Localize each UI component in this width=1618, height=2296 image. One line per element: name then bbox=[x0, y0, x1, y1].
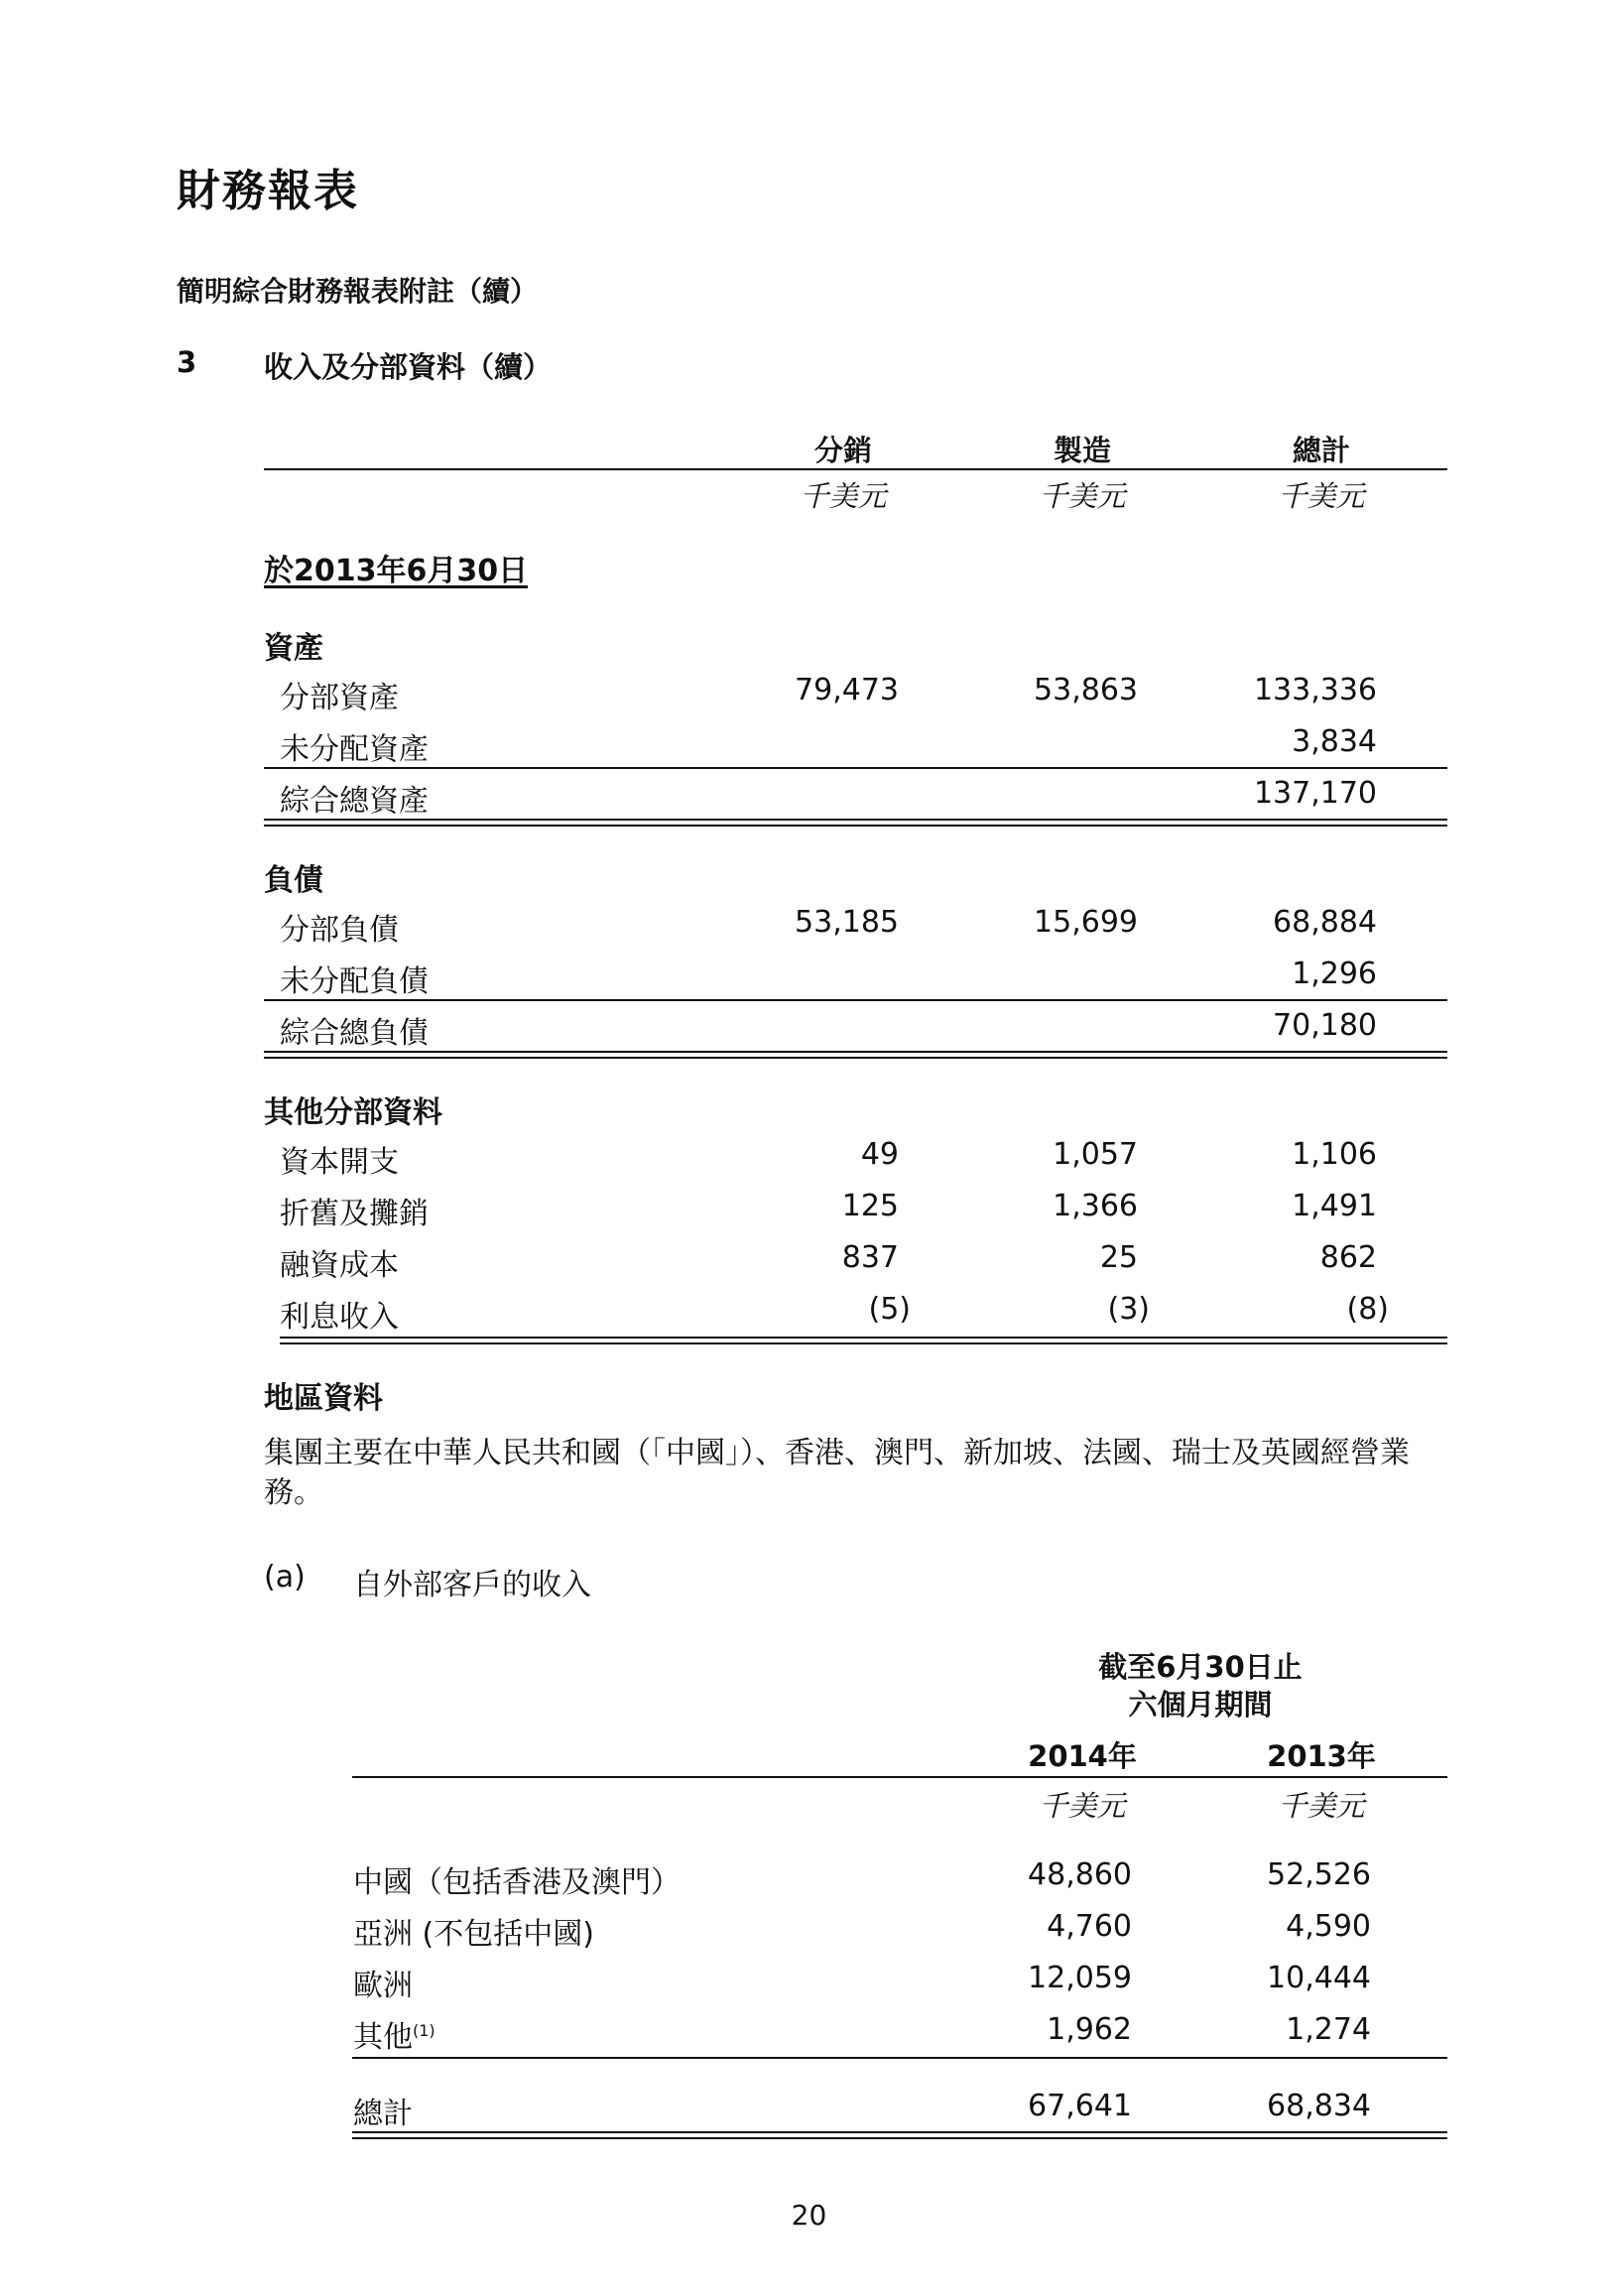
page-title: 財務報表 bbox=[177, 166, 359, 216]
double-rule bbox=[352, 2131, 1447, 2139]
header-rule bbox=[264, 468, 1447, 470]
cell-value: 133,336 bbox=[1253, 673, 1377, 707]
row-label: 利息收入 bbox=[280, 1300, 399, 1335]
cell-value: 4,590 bbox=[1286, 1909, 1371, 1944]
cell-value: (5) bbox=[868, 1292, 911, 1327]
total-value: 70,180 bbox=[1273, 1008, 1377, 1043]
unit-label: 千美元 bbox=[800, 479, 887, 513]
double-rule bbox=[264, 1051, 1447, 1059]
section-number: 3 bbox=[177, 345, 197, 379]
period-heading-2: 六個月期間 bbox=[1128, 1688, 1273, 1722]
cell-value: 125 bbox=[841, 1189, 899, 1223]
row-label-others bbox=[353, 2012, 436, 2056]
row-label: 中國（包括香港及澳門） bbox=[353, 1865, 681, 1900]
cell-value: 3,834 bbox=[1292, 724, 1377, 759]
cell-value: 12,059 bbox=[1028, 1961, 1132, 1995]
cell-value: 1,274 bbox=[1286, 2012, 1371, 2047]
other-heading: 其他分部資料 bbox=[264, 1095, 442, 1130]
date-heading: 於2013年6月30日 bbox=[264, 554, 529, 588]
cell-value: 1,296 bbox=[1292, 957, 1377, 991]
cell-value: 25 bbox=[1099, 1240, 1138, 1275]
cell-value: 52,526 bbox=[1267, 1857, 1371, 1892]
double-rule bbox=[264, 819, 1447, 827]
geo-heading: 地區資料 bbox=[264, 1381, 383, 1416]
cell-value: 862 bbox=[1319, 1240, 1377, 1275]
page-subtitle: 簡明綜合財務報表附註（續） bbox=[177, 275, 539, 308]
cell-value: 1,491 bbox=[1292, 1189, 1377, 1223]
cell-value: 10,444 bbox=[1267, 1961, 1371, 1995]
unit-label: 千美元 bbox=[1278, 479, 1365, 513]
unit-label: 千美元 bbox=[1278, 1789, 1365, 1823]
col-header-total: 總計 bbox=[1292, 434, 1350, 467]
cell-value: 53,185 bbox=[795, 905, 899, 940]
row-label: 分部負債 bbox=[280, 913, 399, 948]
section-title: 收入及分部資料（續） bbox=[264, 350, 553, 384]
total-value: 68,834 bbox=[1267, 2089, 1371, 2123]
row-label: 資本開支 bbox=[280, 1145, 399, 1180]
period-heading-1: 截至6月30日止 bbox=[1098, 1650, 1303, 1684]
item-marker: (a) bbox=[264, 1560, 306, 1594]
cell-value: 49 bbox=[860, 1137, 899, 1172]
others-label: 其他 bbox=[353, 2020, 413, 2055]
cell-value: 1,057 bbox=[1053, 1137, 1138, 1172]
subtotal-rule bbox=[264, 767, 1447, 769]
cell-value: 15,699 bbox=[1034, 905, 1138, 940]
cell-value: 53,863 bbox=[1034, 673, 1138, 707]
cell-value: 837 bbox=[841, 1240, 899, 1275]
unit-label: 千美元 bbox=[1039, 1789, 1126, 1823]
row-label: 歐洲 bbox=[353, 1969, 413, 2003]
row-label: 折舊及攤銷 bbox=[280, 1197, 429, 1231]
cell-value: 68,884 bbox=[1273, 905, 1377, 940]
total-label: 綜合總資產 bbox=[280, 784, 429, 819]
row-label: 融資成本 bbox=[280, 1248, 399, 1283]
subtotal-rule bbox=[264, 999, 1447, 1001]
year-header-2014: 2014年 bbox=[1028, 1739, 1137, 1773]
cell-value: (8) bbox=[1346, 1292, 1389, 1327]
year-header-2013: 2013年 bbox=[1267, 1739, 1376, 1773]
header-rule bbox=[352, 1776, 1447, 1778]
cell-value: 1,106 bbox=[1292, 1137, 1377, 1172]
cell-value: 48,860 bbox=[1028, 1857, 1132, 1892]
cell-value: (3) bbox=[1107, 1292, 1150, 1327]
total-label: 總計 bbox=[353, 2097, 413, 2131]
cell-value: 1,962 bbox=[1047, 2012, 1132, 2047]
geo-paragraph: 集團主要在中華人民共和國（「中國」）、香港、澳門、新加坡、法國、瑞士及英國經營業務。 bbox=[264, 1436, 1410, 1510]
cell-value: 1,366 bbox=[1053, 1189, 1138, 1223]
assets-heading: 資產 bbox=[264, 631, 323, 666]
item-title: 自外部客戶的收入 bbox=[353, 1568, 591, 1602]
page-number: 20 bbox=[791, 2199, 827, 2232]
total-value: 67,641 bbox=[1028, 2089, 1132, 2123]
cell-value: 4,760 bbox=[1047, 1909, 1132, 1944]
double-rule bbox=[280, 1337, 1447, 1344]
total-value: 137,170 bbox=[1253, 776, 1377, 811]
row-label: 未分配負債 bbox=[280, 964, 429, 999]
total-label: 綜合總負債 bbox=[280, 1016, 429, 1051]
footnote-marker: (1) bbox=[413, 2021, 436, 2040]
liabilities-heading: 負債 bbox=[264, 863, 323, 898]
col-header-distribution: 分銷 bbox=[813, 434, 872, 467]
row-label: 未分配資產 bbox=[280, 732, 429, 767]
cell-value: 79,473 bbox=[795, 673, 899, 707]
unit-label: 千美元 bbox=[1039, 479, 1126, 513]
subtotal-rule bbox=[352, 2057, 1447, 2059]
col-header-manufacturing: 製造 bbox=[1053, 434, 1111, 467]
row-label: 分部資產 bbox=[280, 681, 399, 715]
row-label: 亞洲 (不包括中國) bbox=[353, 1917, 594, 1952]
